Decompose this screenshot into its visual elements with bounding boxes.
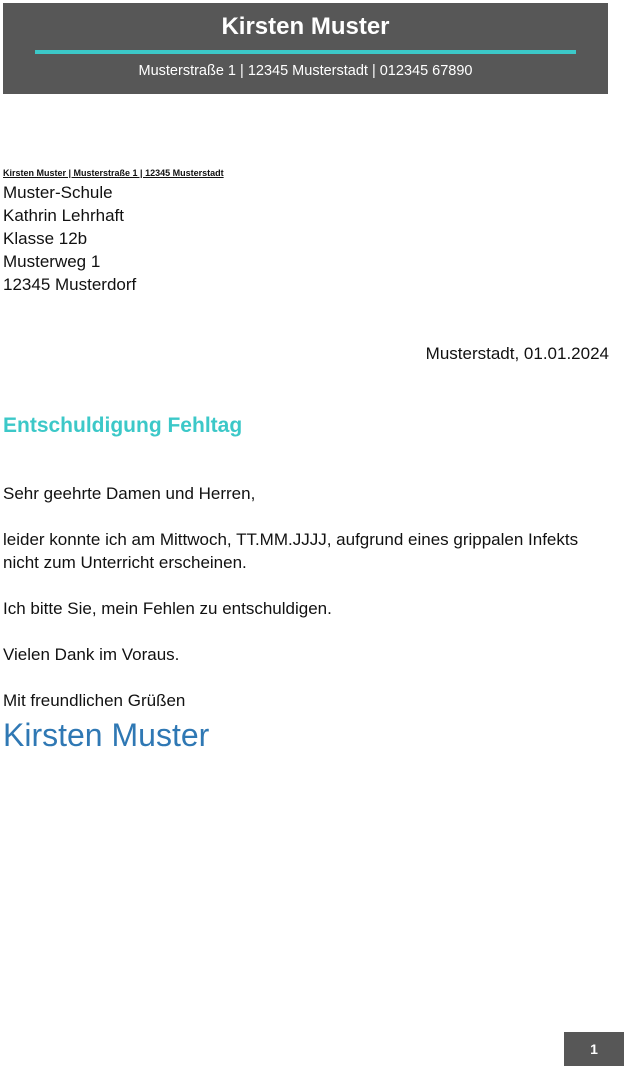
body-paragraph: leider konnte ich am Mittwoch, TT.MM.JJJJ, aufgrund eines grippalen Infekts nicht zum Unterricht erscheinen. bbox=[3, 530, 579, 572]
closing: Mit freundlichen Grüßen bbox=[3, 691, 186, 710]
recipient-line: Musterweg 1 bbox=[3, 252, 101, 271]
letterhead-contact: Musterstraße 1 | 12345 Musterstadt | 012345 67890 bbox=[138, 63, 473, 79]
letter-date: Musterstadt, 01.01.2024 bbox=[425, 344, 609, 363]
recipient-address bbox=[3, 181, 136, 296]
letterhead bbox=[3, 3, 608, 94]
page-number: 1 bbox=[564, 1032, 624, 1066]
body-paragraph: Vielen Dank im Voraus. bbox=[3, 645, 180, 664]
recipient-line: Kathrin Lehrhaft bbox=[3, 206, 124, 225]
letterhead-name: Kirsten Muster bbox=[221, 13, 390, 40]
salutation: Sehr geehrte Damen und Herren, bbox=[3, 484, 256, 503]
letter-subject: Entschuldigung Fehltag bbox=[3, 414, 243, 437]
letter-body bbox=[3, 482, 603, 712]
recipient-line: 12345 Musterdorf bbox=[3, 275, 137, 294]
letterhead-divider bbox=[35, 50, 576, 54]
recipient-line: Muster-Schule bbox=[3, 183, 113, 202]
body-paragraph: Ich bitte Sie, mein Fehlen zu entschuldigen. bbox=[3, 599, 332, 618]
sender-return-address: Kirsten Muster | Musterstraße 1 | 12345 Musterstadt bbox=[3, 168, 224, 178]
signature: Kirsten Muster bbox=[3, 717, 210, 753]
recipient-line: Klasse 12b bbox=[3, 229, 88, 248]
